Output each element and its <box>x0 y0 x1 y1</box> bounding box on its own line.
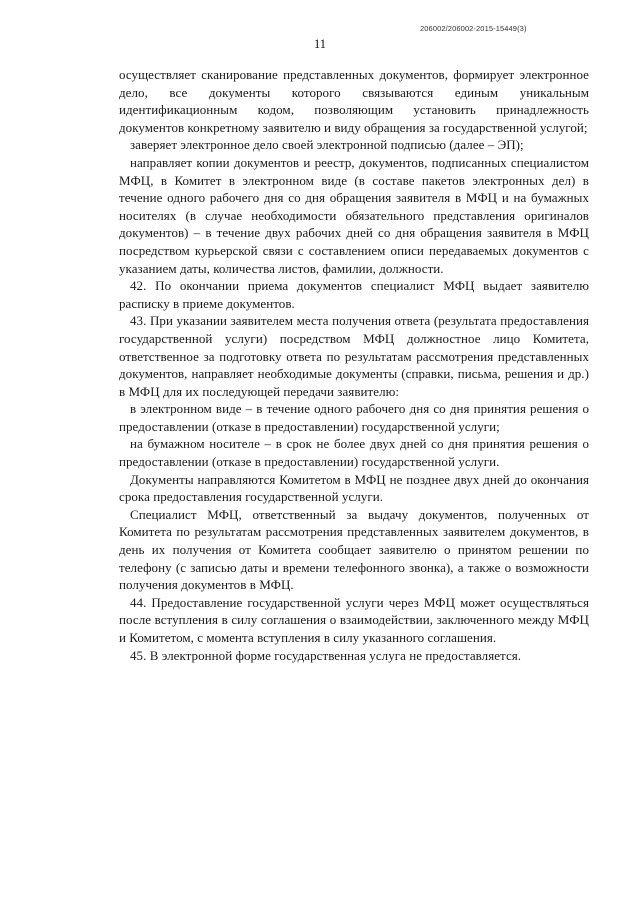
paragraph-send-copies: направляет копии документов и реестр, документов, подписанных специалистом МФЦ, в Комитет в электронном виде (в составе пакетов электронных дел) в течение одного рабочего дня со дня обращения заявителя в МФЦ и на бумажных носителях (в случае необходимости обязательного представления оригиналов документов) – в течение двух рабочих дней со дня обращения заявителя в МФЦ посредством курьерской связи с составлением описи передаваемых документов с указанием даты, количества листов, фамилии, должности. <box>119 154 589 276</box>
page-number: 11 <box>313 37 327 51</box>
paragraph-specialist: Специалист МФЦ, ответственный за выдачу документов, полученных от Комитета по результатам рассмотрения представленных заявителем документов, в день их получения от Комитета сообщает заявителю о принятом решении по телефону (с записью даты и времени телефонного звонка), а также о возможности получения документов в МФЦ. <box>119 506 589 593</box>
paragraph-44: 44. Предоставление государственной услуги через МФЦ может осуществляться после вступления в силу соглашения о взаимодействии, заключенного между МФЦ и Комитетом, с момента вступления в силу указанного соглашения. <box>119 594 589 645</box>
paragraph-42: 42. По окончании приема документов специалист МФЦ выдает заявителю расписку в приеме документов. <box>119 278 589 311</box>
paragraph-signature: заверяет электронное дело своей электронной подписью (далее – ЭП); <box>130 137 524 153</box>
paragraph-electronic: в электронном виде – в течение одного рабочего дня со дня принятия решения о предоставлении (отказе в предоставлении) государственной услуги; <box>119 401 589 434</box>
document-body <box>119 66 589 664</box>
paragraph-45: 45. В электронной форме государственная услуга не предоставляется. <box>130 647 522 663</box>
paragraph-deadline: Документы направляются Комитетом в МФЦ не позднее двух дней до окончания срока предоставления государственной услуги. <box>119 471 589 505</box>
paragraph-scanning: осуществляет сканирование представленных документов, формирует электронное дело, все документы которого связываются единым уникальным идентификационным кодом, позволяющим установить принадлежность документов конкретному заявителю и виду обращения за государственной услугой; <box>119 67 589 135</box>
paragraph-43: 43. При указании заявителем места получения ответа (результата предоставления государственной услуги) посредством МФЦ должностное лицо Комитета, ответственное за подготовку ответа по результатам рассмотрения представленных документов, направляет необходимые документы (справки, письма, решения и др.) в МФЦ для их последующей передачи заявителю: <box>119 313 589 399</box>
document-id: 206002/206002-2015-15449(3) <box>420 24 527 33</box>
paragraph-paper: на бумажном носителе – в срок не более двух дней со дня принятия решения о предоставлении (отказе в предоставлении) государственной услуги. <box>119 436 589 470</box>
